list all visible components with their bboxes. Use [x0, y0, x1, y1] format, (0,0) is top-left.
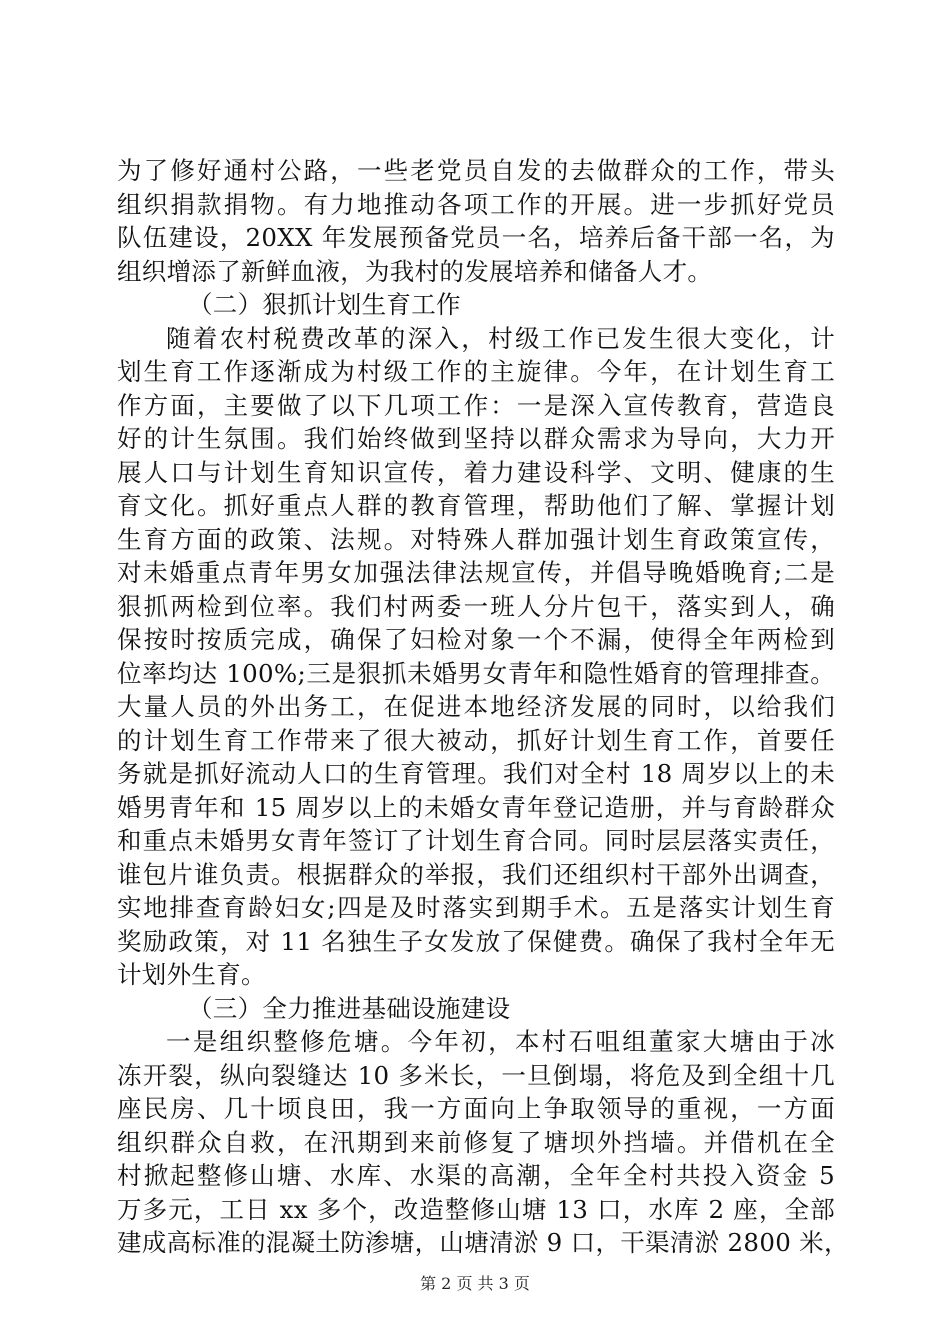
page-footer: 第 2 页 共 3 页: [420, 1274, 530, 1293]
text-line: 保按时按质完成，确保了妇检对象一个不漏，使得全年两检到: [117, 625, 835, 654]
section-heading: （三）全力推进基础设施建设: [188, 993, 511, 1023]
text-line: 座民房、几十顷良田，我一方面向上争取领导的重视，一方面: [117, 1094, 835, 1123]
text-line: 组织群众自救，在汛期到来前修复了塘坝外挡墙。并借机在全: [117, 1127, 835, 1157]
section-heading: （二）狠抓计划生育工作: [188, 290, 461, 319]
text-line: 奖励政策，对 11 名独生子女发放了保健费。确保了我村全年无: [117, 926, 835, 956]
text-line: 狠抓两检到位率。我们村两委一班人分片包干，落实到人，确: [117, 591, 835, 621]
text-line: 婚男青年和 15 周岁以上的未婚女青年登记造册，并与育龄群众: [117, 792, 835, 822]
text-line: 组织增添了新鲜血液，为我村的发展培养和储备人才。: [117, 256, 713, 286]
text-line: 谁包片谁负责。根据群众的举报，我们还组织村干部外出调查，: [117, 859, 835, 889]
text-line: 大量人员的外出务工，在促进本地经济发展的同时，以给我们: [117, 692, 835, 721]
text-line: 务就是抓好流动人口的生育管理。我们对全村 18 周岁以上的未: [117, 759, 835, 788]
text-line: 一是组织整修危塘。今年初，本村石咀组董家大塘由于冰: [166, 1027, 835, 1056]
text-line: 队伍建设，20XX 年发展预备党员一名，培养后备干部一名，为: [117, 223, 835, 252]
text-line: 划生育工作逐渐成为村级工作的主旋律。今年，在计划生育工: [117, 357, 835, 386]
text-line: 万多元，工日 xx 多个，改造整修山塘 13 口，水库 2 座，全部: [117, 1194, 835, 1224]
text-line: 和重点未婚男女青年签订了计划生育合同。同时层层落实责任，: [117, 826, 835, 855]
text-line: 村掀起整修山塘、水库、水渠的高潮，全年全村共投入资金 5: [117, 1161, 835, 1190]
text-line: 建成高标准的混凝土防渗塘，山塘清淤 9 口，干渠清淤 2800 米，: [117, 1228, 849, 1257]
text-line: 展人口与计划生育知识宣传，着力建设科学、文明、健康的生: [117, 457, 835, 487]
text-line: 为了修好通村公路，一些老党员自发的去做群众的工作，带头: [117, 156, 835, 185]
text-line: 好的计生氛围。我们始终做到坚持以群众需求为导向，大力开: [117, 424, 835, 453]
text-line: 的计划生育工作带来了很大被动，抓好计划生育工作，首要任: [117, 725, 835, 755]
text-line: 育文化。抓好重点人群的教育管理，帮助他们了解、掌握计划: [117, 491, 835, 520]
text-line: 实地排查育龄妇女;四是及时落实到期手术。五是落实计划生育: [117, 893, 835, 922]
text-line: 冻开裂，纵向裂缝达 10 多米长，一旦倒塌，将危及到全组十几: [117, 1060, 835, 1090]
text-line: 随着农村税费改革的深入，村级工作已发生很大变化，计: [166, 323, 835, 353]
text-line: 作方面，主要做了以下几项工作：一是深入宣传教育，营造良: [117, 390, 835, 420]
text-line: 计划外生育。: [117, 960, 266, 989]
text-line: 组织捐款捐物。有力地推动各项工作的开展。进一步抓好党员: [117, 189, 835, 219]
text-line: 生育方面的政策、法规。对特殊人群加强计划生育政策宣传，: [117, 524, 835, 554]
document-body: [117, 154, 849, 1260]
text-line: 对未婚重点青年男女加强法律法规宣传，并倡导晚婚晚育;二是: [117, 558, 835, 587]
text-line: 位率均达 100%;三是狠抓未婚男女青年和隐性婚育的管理排查。: [117, 658, 835, 688]
